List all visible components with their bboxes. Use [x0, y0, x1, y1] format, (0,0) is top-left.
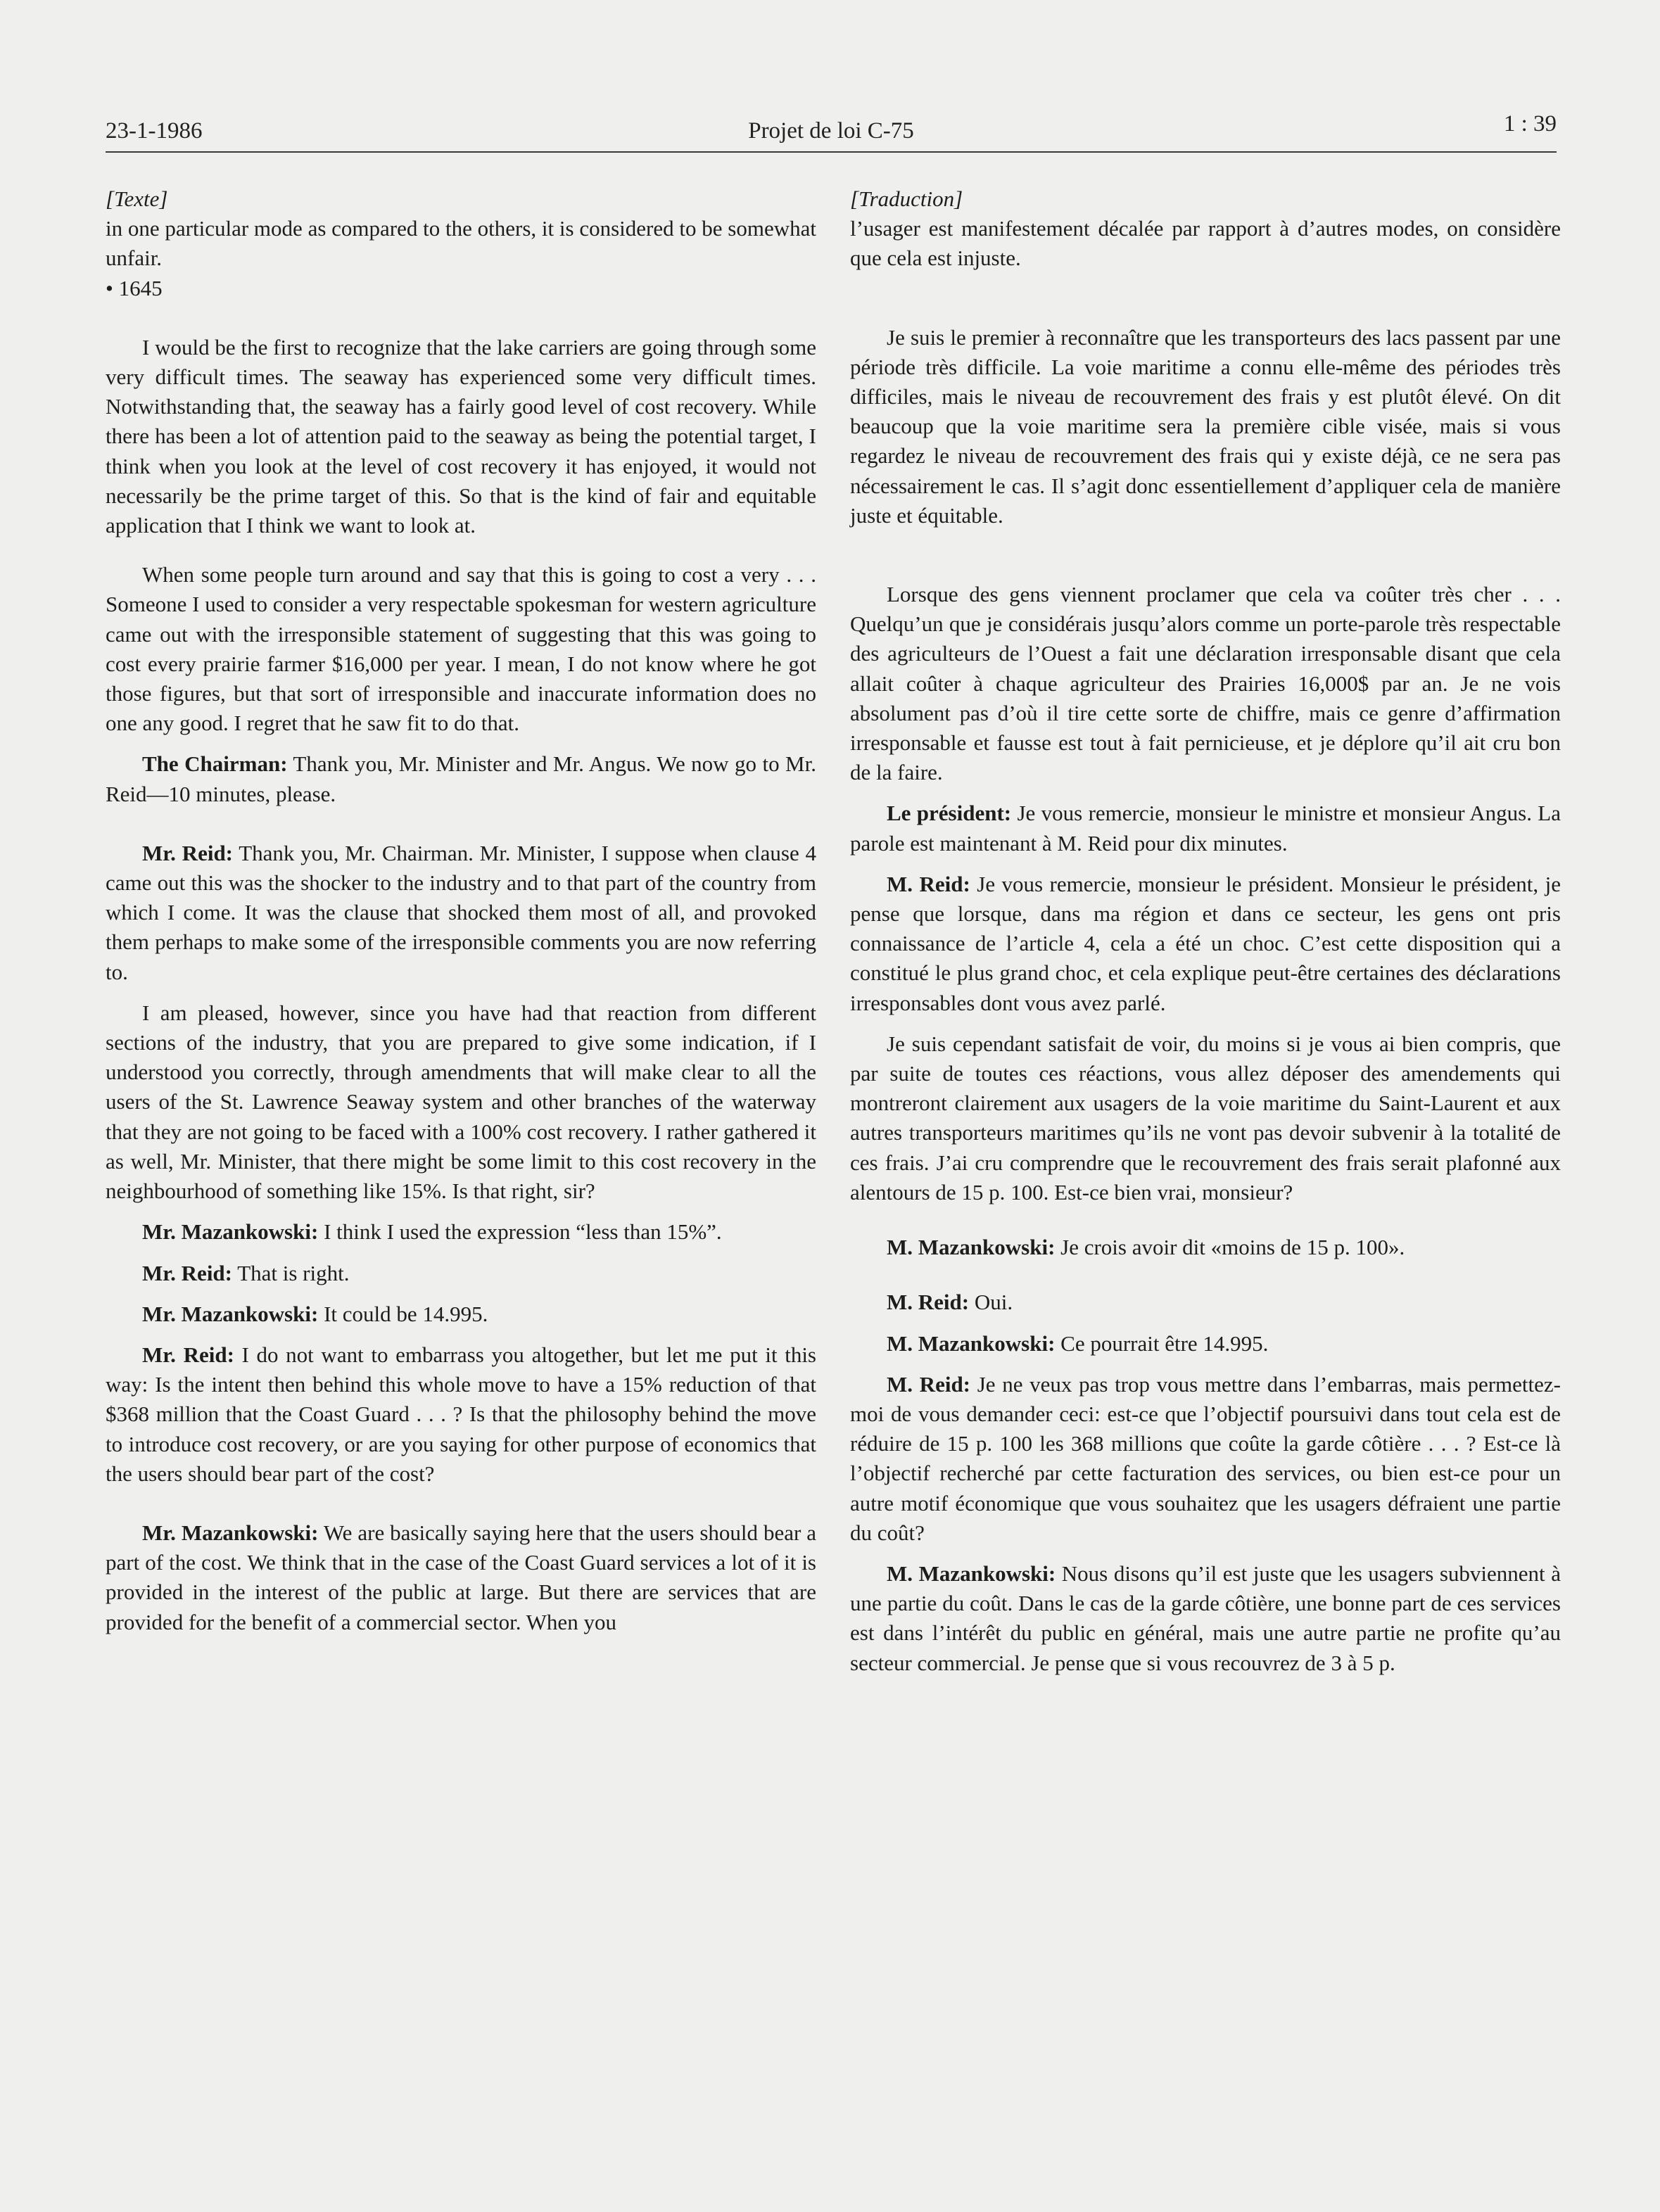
speaker-name: M. Reid: [887, 871, 970, 896]
speaker-name: M. Mazankowski: [887, 1235, 1056, 1260]
paragraph: in one particular mode as compared to the others, it is considered to be somewhat unfair. [106, 216, 816, 271]
speech-mazankowski [850, 1233, 1561, 1262]
paragraph: Je suis le premier à reconnaître que les transporteurs des lacs passent par une période très difficile. La voie maritime a connu elle-même des périodes très difficiles, mais le niveau de recouvrement des frais y est plutôt élevé. On dit beaucoup que la voie maritime sera la première cible visée, mais si vous regardez le niveau de recouvrement des frais qui y existe déjà, ce ne sera pas nécessairement le cas. Il s’agit donc essentiellement d’appliquer cela de manière juste et équitable. [850, 324, 1561, 528]
speech-text: It could be 14.995. [318, 1301, 488, 1326]
speaker-name: M. Mazankowski: [887, 1330, 1056, 1356]
speech-text: Oui. [969, 1290, 1013, 1315]
speech-text: We are basically saying here that the users should bear a part of the cost. We think that in the case of the Coast Guard services a lot of it is provided in the interest of the public at large. But there are services that are provided for the benefit of a commercial sector. When you [106, 1520, 816, 1634]
speech-text: Je vous remercie, monsieur le président. Monsieur le président, je pense que lorsque, dans ma région et dans ce secteur, les gens ont pris connaissance de l’article 4, cela a été un choc. C’est cette disposition qui a constitué le plus grand choc, et cela explique peut-être certaines des déclarations irresponsables dont vous avez parlé. [850, 871, 1561, 1015]
speaker-name: Mr. Reid: [142, 840, 234, 865]
column-label-text: Texte [114, 186, 160, 211]
speaker-name: Mr. Mazankowski: [142, 1219, 319, 1245]
speech-president [850, 799, 1561, 858]
speech-text: Je crois avoir dit «moins de 15 p. 100». [1055, 1235, 1405, 1260]
header-date: 23-1-1986 [106, 118, 203, 144]
speech-text: That is right. [232, 1260, 350, 1285]
speaker-name: M. Mazankowski: [887, 1561, 1056, 1586]
column-french [850, 184, 1561, 1678]
speech-text: Je ne veux pas trop vous mettre dans l’embarras, mais permettez-moi de vous demander ceci: est-ce que l’objectif poursuivi dans tout cela est de réduire de 15 p. 100 les 368 millions que coûte la garde côtière . . . ? Est-ce là l’objectif recherché par cette facturation des services, ou bien est-ce pour un autre motif économique que vous souhaitez que les usagers défraient une partie du coût? [850, 1371, 1561, 1545]
speaker-name: Mr. Mazankowski: [142, 1520, 319, 1545]
speech-text: Thank you, Mr. Chairman. Mr. Minister, I suppose when clause 4 came out this was the shocker to the industry and to that part of the country from which I come. It was the clause that shocked them most of all, and provoked them perhaps to make some of the irresponsible comments you are now referring to. [106, 840, 816, 984]
speech-mazankowski [106, 1299, 816, 1329]
speech-text: Nous disons qu’il est juste que les usagers subviennent à une partie du coût. Dans le cas de la garde côtière, une bonne part de ces services est dans l’intérêt du public en général, mais une autre partie ne profite qu’au secteur commercial. Je pense que si vous recouvrez de 3 à 5 p. [850, 1561, 1561, 1675]
speech-reid [106, 1340, 816, 1489]
speaker-name: Mr. Mazankowski: [142, 1301, 319, 1326]
speech-mazankowski [850, 1559, 1561, 1678]
speech-chairman [106, 749, 816, 808]
speech-text: Je vous remercie, monsieur le ministre et monsieur Angus. La parole est maintenant à M. Reid pour dix minutes. [850, 801, 1561, 856]
speech-reid [850, 1288, 1561, 1317]
speech-reid [850, 1370, 1561, 1548]
column-english [106, 184, 816, 1637]
speech-reid [106, 1259, 816, 1288]
paragraph: l’usager est manifestement décalée par rapport à d’autres modes, on considère que cela est injuste. [850, 216, 1561, 271]
speech-mazankowski [850, 1329, 1561, 1359]
speech-text: Thank you, Mr. Minister and Mr. Angus. We now go to Mr. Reid—10 minutes, please. [106, 751, 816, 806]
paragraph: I am pleased, however, since you have had that reaction from different sections of the industry, that you are prepared to give some indication, if I understood you correctly, through amendments that will make clear to all the users of the St. Lawrence Seaway system and other branches of the waterway that they are not going to be faced with a 100% cost recovery. I rather gathered it as well, Mr. Minister, that there might be some limit to this cost recovery in the neighbourhood of something like 15%. Is that right, sir? [106, 1000, 816, 1204]
speech-mazankowski [106, 1217, 816, 1247]
speaker-name: Le président: [887, 801, 1012, 826]
speech-reid [106, 839, 816, 987]
speech-text: I do not want to embarrass you altogether, but let me put it this way: Is the intent then behind this whole move to have a 15% reduction of that $368 million that the Coast Guard . . . ? Is that the philosophy behind the move to introduce cost recovery, or are you saying for other purpose of economics that the users should bear part of the cost? [106, 1342, 816, 1486]
column-label-traduction: [Traduction] [850, 186, 963, 211]
speech-text: I think I used the expression “less than 15%”. [318, 1219, 722, 1245]
speaker-name: Mr. Reid: [142, 1342, 234, 1367]
time-marker: • 1645 [106, 275, 163, 300]
speech-reid [850, 870, 1561, 1018]
speech-mazankowski [106, 1518, 816, 1637]
paragraph: When some people turn around and say that this is going to cost a very . . . Someone I used to consider a very respectable spokesman for western agriculture came out with the irresponsible statement of suggesting that this was going to cost every prairie farmer $16,000 per year. I mean, I do not know where he got those figures, but that sort of irresponsible and inaccurate information does no one any good. I regret that he saw fit to do that. [106, 562, 816, 736]
paragraph: Lorsque des gens viennent proclamer que cela va coûter très cher . . . Quelqu’un que je considérais jusqu’alors comme un porte-parole très respectable des agriculteurs de l’Ouest a fait une déclaration irresponsable disant que cela allait coûter à chaque agriculteur des Prairies 16,000$ par an. Je ne vois absolument pas d’où il tire cette sorte de chiffre, mais ce genre d’affirmation irresponsable et fausse est tout à fait pernicieuse, et je déplore qu’il ait cru bon de la faire. [850, 582, 1561, 785]
speaker-name: M. Reid: [887, 1371, 971, 1397]
speaker-name: The Chairman: [142, 751, 288, 777]
speech-text: Ce pourrait être 14.995. [1055, 1330, 1269, 1356]
header-rule [106, 151, 1557, 153]
paragraph: I would be the first to recognize that the lake carriers are going through some very difficult times. The seaway has experienced some very difficult times. Notwithstanding that, the seaway has a fairly good level of cost recovery. While there has been a lot of attention paid to the seaway as being the potential target, I think when you look at the level of cost recovery it has enjoyed, it would not necessarily be the prime target of this. So that is the kind of fair and equitable application that I think we want to look at. [106, 334, 816, 538]
running-header [106, 111, 1557, 151]
speaker-name: Mr. Reid: [142, 1260, 232, 1285]
header-title: Projet de loi C-75 [748, 118, 914, 144]
paragraph: Je suis cependant satisfait de voir, du moins si je vous ai bien compris, que par suite de toutes ces réactions, vous allez déposer des amendements qui montreront clairement aux usagers de la voie maritime du Saint-Laurent et aux autres transporteurs maritimes qu’ils ne vont pas devoir subvenir à la totalité de ces frais. J’ai cru comprendre que le recouvrement des frais serait plafonné aux alentours de 15 p. 100. Est-ce bien vrai, monsieur? [850, 1031, 1561, 1204]
speaker-name: M. Reid: [887, 1290, 970, 1315]
header-page-number: 1 : 39 [1503, 111, 1557, 136]
column-label-texte: [Texte] [106, 186, 168, 211]
column-label-text: Traduction [858, 186, 955, 211]
